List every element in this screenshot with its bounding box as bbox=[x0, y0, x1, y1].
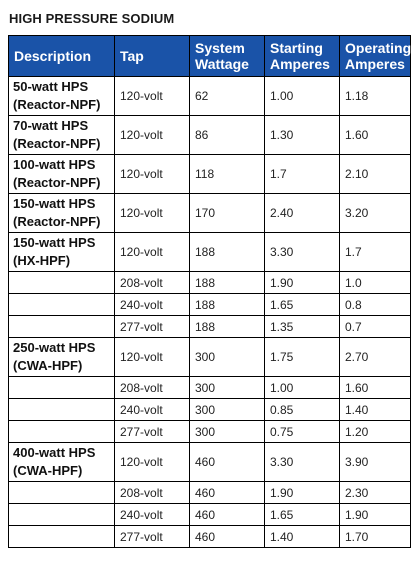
cell-system-wattage: 86 bbox=[190, 116, 265, 155]
description-line: (Reactor-NPF) bbox=[13, 97, 101, 112]
cell-operating-amperes: 3.90 bbox=[340, 443, 411, 482]
table-row bbox=[9, 377, 411, 399]
header-operating-amperes: Operating Amperes bbox=[340, 36, 411, 77]
cell-tap: 120-volt bbox=[115, 338, 190, 377]
cell-starting-amperes: 1.35 bbox=[265, 316, 340, 338]
cell-description bbox=[9, 399, 115, 421]
cell-system-wattage: 118 bbox=[190, 155, 265, 194]
cell-operating-amperes: 2.10 bbox=[340, 155, 411, 194]
table-row bbox=[9, 116, 411, 155]
table-row bbox=[9, 526, 411, 548]
cell-tap: 120-volt bbox=[115, 116, 190, 155]
cell-operating-amperes: 1.0 bbox=[340, 272, 411, 294]
hps-spec-table bbox=[8, 35, 411, 548]
cell-description bbox=[9, 526, 115, 548]
table-row bbox=[9, 421, 411, 443]
cell-operating-amperes: 3.20 bbox=[340, 194, 411, 233]
cell-system-wattage: 188 bbox=[190, 272, 265, 294]
cell-description bbox=[9, 316, 115, 338]
description-line: (HX-HPF) bbox=[13, 253, 71, 268]
cell-system-wattage: 62 bbox=[190, 77, 265, 116]
table-row bbox=[9, 194, 411, 233]
table-header-row bbox=[9, 36, 411, 77]
cell-description bbox=[9, 116, 115, 155]
cell-description bbox=[9, 77, 115, 116]
page-title: HIGH PRESSURE SODIUM bbox=[9, 11, 175, 26]
cell-system-wattage: 170 bbox=[190, 194, 265, 233]
cell-starting-amperes: 2.40 bbox=[265, 194, 340, 233]
table-row bbox=[9, 504, 411, 526]
cell-operating-amperes: 1.90 bbox=[340, 504, 411, 526]
cell-starting-amperes: 3.30 bbox=[265, 233, 340, 272]
table-row bbox=[9, 338, 411, 377]
cell-starting-amperes: 1.65 bbox=[265, 504, 340, 526]
header-system-wattage: System Wattage bbox=[190, 36, 265, 77]
cell-description bbox=[9, 272, 115, 294]
table-body bbox=[9, 77, 411, 548]
cell-operating-amperes: 0.7 bbox=[340, 316, 411, 338]
description-line: 100-watt HPS bbox=[13, 157, 96, 172]
header-starting-amperes: Starting Amperes bbox=[265, 36, 340, 77]
table-row bbox=[9, 482, 411, 504]
cell-description bbox=[9, 421, 115, 443]
cell-tap: 120-volt bbox=[115, 194, 190, 233]
cell-tap: 240-volt bbox=[115, 294, 190, 316]
description-line: (CWA-HPF) bbox=[13, 463, 83, 478]
cell-system-wattage: 188 bbox=[190, 316, 265, 338]
cell-tap: 277-volt bbox=[115, 526, 190, 548]
description-line: (Reactor-NPF) bbox=[13, 175, 101, 190]
cell-operating-amperes: 2.30 bbox=[340, 482, 411, 504]
cell-operating-amperes: 1.20 bbox=[340, 421, 411, 443]
cell-starting-amperes: 1.75 bbox=[265, 338, 340, 377]
cell-system-wattage: 460 bbox=[190, 482, 265, 504]
table-row bbox=[9, 77, 411, 116]
cell-description bbox=[9, 377, 115, 399]
description-line: 150-watt HPS bbox=[13, 196, 96, 211]
cell-description bbox=[9, 443, 115, 482]
cell-system-wattage: 300 bbox=[190, 377, 265, 399]
cell-description bbox=[9, 155, 115, 194]
cell-starting-amperes: 1.90 bbox=[265, 272, 340, 294]
cell-description bbox=[9, 294, 115, 316]
table-row bbox=[9, 233, 411, 272]
cell-system-wattage: 300 bbox=[190, 399, 265, 421]
cell-system-wattage: 300 bbox=[190, 338, 265, 377]
cell-description bbox=[9, 233, 115, 272]
cell-tap: 277-volt bbox=[115, 421, 190, 443]
description-line: 150-watt HPS bbox=[13, 235, 96, 250]
description-line: (Reactor-NPF) bbox=[13, 214, 101, 229]
header-tap: Tap bbox=[115, 36, 190, 77]
cell-starting-amperes: 1.00 bbox=[265, 77, 340, 116]
table-row bbox=[9, 399, 411, 421]
description-line: 70-watt HPS bbox=[13, 118, 89, 133]
cell-tap: 240-volt bbox=[115, 504, 190, 526]
cell-starting-amperes: 1.00 bbox=[265, 377, 340, 399]
cell-starting-amperes: 0.85 bbox=[265, 399, 340, 421]
cell-starting-amperes: 1.30 bbox=[265, 116, 340, 155]
cell-starting-amperes: 3.30 bbox=[265, 443, 340, 482]
cell-tap: 277-volt bbox=[115, 316, 190, 338]
cell-tap: 208-volt bbox=[115, 272, 190, 294]
cell-operating-amperes: 1.7 bbox=[340, 233, 411, 272]
cell-operating-amperes: 1.70 bbox=[340, 526, 411, 548]
cell-tap: 208-volt bbox=[115, 482, 190, 504]
description-line: 50-watt HPS bbox=[13, 79, 89, 94]
cell-description bbox=[9, 482, 115, 504]
cell-description bbox=[9, 504, 115, 526]
cell-operating-amperes: 1.60 bbox=[340, 116, 411, 155]
cell-tap: 240-volt bbox=[115, 399, 190, 421]
table-row bbox=[9, 316, 411, 338]
cell-tap: 120-volt bbox=[115, 233, 190, 272]
cell-system-wattage: 188 bbox=[190, 233, 265, 272]
cell-system-wattage: 188 bbox=[190, 294, 265, 316]
cell-system-wattage: 460 bbox=[190, 526, 265, 548]
cell-tap: 208-volt bbox=[115, 377, 190, 399]
cell-starting-amperes: 1.40 bbox=[265, 526, 340, 548]
cell-system-wattage: 460 bbox=[190, 504, 265, 526]
table-row bbox=[9, 443, 411, 482]
cell-starting-amperes: 1.90 bbox=[265, 482, 340, 504]
cell-description bbox=[9, 194, 115, 233]
cell-tap: 120-volt bbox=[115, 443, 190, 482]
description-line: (Reactor-NPF) bbox=[13, 136, 101, 151]
cell-starting-amperes: 0.75 bbox=[265, 421, 340, 443]
cell-system-wattage: 300 bbox=[190, 421, 265, 443]
cell-description bbox=[9, 338, 115, 377]
description-line: 250-watt HPS bbox=[13, 340, 96, 355]
description-line: (CWA-HPF) bbox=[13, 358, 83, 373]
table-row bbox=[9, 155, 411, 194]
description-line: 400-watt HPS bbox=[13, 445, 96, 460]
cell-system-wattage: 460 bbox=[190, 443, 265, 482]
cell-starting-amperes: 1.65 bbox=[265, 294, 340, 316]
cell-operating-amperes: 1.60 bbox=[340, 377, 411, 399]
table-row bbox=[9, 294, 411, 316]
cell-starting-amperes: 1.7 bbox=[265, 155, 340, 194]
cell-tap: 120-volt bbox=[115, 77, 190, 116]
table-row bbox=[9, 272, 411, 294]
cell-operating-amperes: 0.8 bbox=[340, 294, 411, 316]
cell-tap: 120-volt bbox=[115, 155, 190, 194]
cell-operating-amperes: 1.18 bbox=[340, 77, 411, 116]
cell-operating-amperes: 1.40 bbox=[340, 399, 411, 421]
header-description: Description bbox=[9, 36, 115, 77]
cell-operating-amperes: 2.70 bbox=[340, 338, 411, 377]
